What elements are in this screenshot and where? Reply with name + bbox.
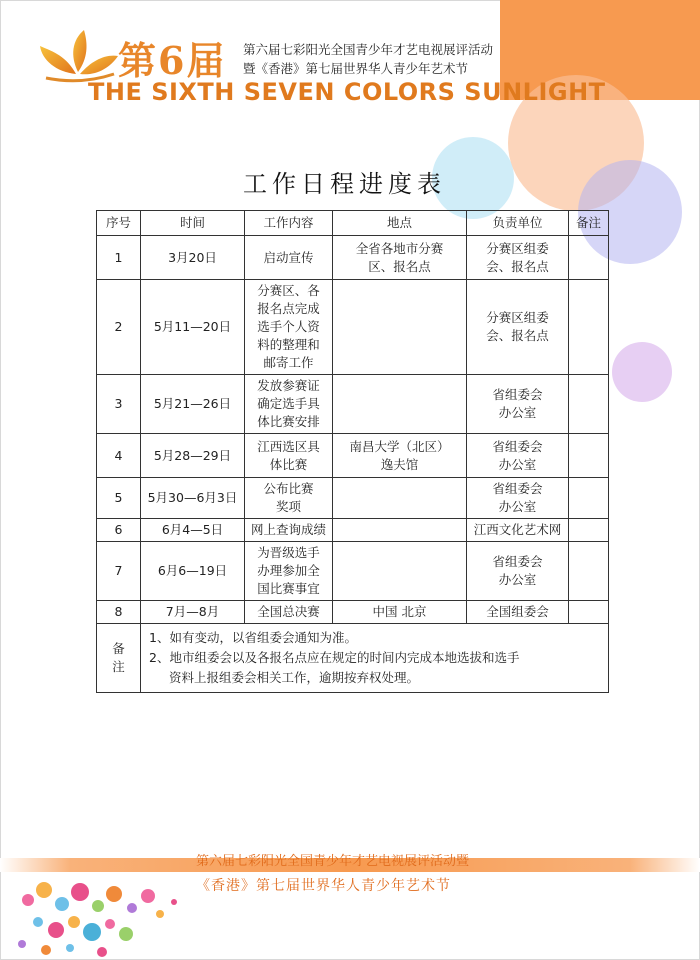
cell-location — [333, 519, 467, 542]
cell-time: 5月30—6月3日 — [141, 478, 245, 519]
cell-index: 6 — [97, 519, 141, 542]
notes-row — [97, 624, 609, 693]
cell-remark — [569, 280, 609, 375]
cell-time: 5月28—29日 — [141, 434, 245, 478]
cell-content: 网上查询成绩 — [245, 519, 333, 542]
table-header-row — [97, 211, 609, 236]
cell-index: 3 — [97, 375, 141, 434]
header-cell-location: 地点 — [333, 211, 467, 236]
notes-label: 备 注 — [97, 624, 141, 693]
cell-unit: 全国组委会 — [467, 601, 569, 624]
table-row — [97, 280, 609, 375]
cell-unit: 江西文化艺术网 — [467, 519, 569, 542]
cell-unit: 省组委会 办公室 — [467, 375, 569, 434]
header-cell-remark: 备注 — [569, 211, 609, 236]
cell-unit: 省组委会 办公室 — [467, 434, 569, 478]
cell-location — [333, 478, 467, 519]
cell-content: 为晋级选手 办理参加全 国比赛事宜 — [245, 542, 333, 601]
cell-location: 南昌大学（北区） 逸夫馆 — [333, 434, 467, 478]
cell-content: 全国总决赛 — [245, 601, 333, 624]
cell-time: 3月20日 — [141, 236, 245, 280]
notes-content — [141, 624, 609, 693]
page-title: 工作日程进度表 — [243, 170, 446, 198]
table-row — [97, 542, 609, 601]
cell-index: 7 — [97, 542, 141, 601]
sunflower-logo-icon — [36, 26, 120, 86]
cell-index: 1 — [97, 236, 141, 280]
header-cell-unit: 负责单位 — [467, 211, 569, 236]
header-cell-index: 序号 — [97, 211, 141, 236]
cell-time: 5月21—26日 — [141, 375, 245, 434]
table-row — [97, 478, 609, 519]
cell-remark — [569, 542, 609, 601]
table-row — [97, 375, 609, 434]
cell-content: 发放参赛证 确定选手具 体比赛安排 — [245, 375, 333, 434]
cell-index: 8 — [97, 601, 141, 624]
header-event-subtitle: 暨《香港》第七届世界华人青少年艺术节 — [243, 61, 469, 76]
cell-remark — [569, 434, 609, 478]
cell-remark — [569, 236, 609, 280]
cell-content: 江西选区具 体比赛 — [245, 434, 333, 478]
cell-location — [333, 542, 467, 601]
table-row — [97, 434, 609, 478]
cell-unit: 分赛区组委 会、报名点 — [467, 236, 569, 280]
cell-time: 5月11—20日 — [141, 280, 245, 375]
cell-index: 4 — [97, 434, 141, 478]
table-row — [97, 601, 609, 624]
table-row — [97, 519, 609, 542]
cell-index: 5 — [97, 478, 141, 519]
cell-index: 2 — [97, 280, 141, 375]
table-row — [97, 236, 609, 280]
header-event-title: 第六届七彩阳光全国青少年才艺电视展评活动 — [243, 42, 494, 57]
cell-unit: 分赛区组委 会、报名点 — [467, 280, 569, 375]
footer-event-subtitle: 《香港》第七届世界华人青少年艺术节 — [196, 878, 451, 894]
cell-unit: 省组委会 办公室 — [467, 478, 569, 519]
cell-remark — [569, 519, 609, 542]
cell-content: 公布比赛 奖项 — [245, 478, 333, 519]
cell-unit: 省组委会 办公室 — [467, 542, 569, 601]
note-1: 1、如有变动，以省组委会通知为准。 — [149, 630, 357, 645]
header-english-title: THE SIXTH SEVEN COLORS SUNLIGHT — [88, 78, 606, 106]
cell-location — [333, 375, 467, 434]
edition-logo-text: 第6届 — [118, 38, 227, 83]
cell-time: 6月6—19日 — [141, 542, 245, 601]
cell-remark — [569, 601, 609, 624]
footer-event-title: 第六届七彩阳光全国青少年才艺电视展评活动暨 — [196, 854, 470, 869]
note-2-continued: 资料上报组委会相关工作，逾期按弃权处理。 — [169, 670, 420, 685]
note-2: 2、地市组委会以及各报名点应在规定的时间内完成本地选拔和选手 — [149, 650, 520, 665]
cell-time: 7月—8月 — [141, 601, 245, 624]
cell-location: 全省各地市分赛 区、报名点 — [333, 236, 467, 280]
cell-content: 分赛区、各 报名点完成 选手个人资 料的整理和 邮寄工作 — [245, 280, 333, 375]
cell-remark — [569, 375, 609, 434]
header-cell-content: 工作内容 — [245, 211, 333, 236]
schedule-table — [96, 210, 609, 693]
cell-location: 中国 北京 — [333, 601, 467, 624]
header-cell-time: 时间 — [141, 211, 245, 236]
cell-remark — [569, 478, 609, 519]
cell-content: 启动宣传 — [245, 236, 333, 280]
decorative-circle-purple — [612, 342, 672, 402]
decorative-dots-icon — [10, 860, 190, 960]
cell-time: 6月4—5日 — [141, 519, 245, 542]
cell-location — [333, 280, 467, 375]
